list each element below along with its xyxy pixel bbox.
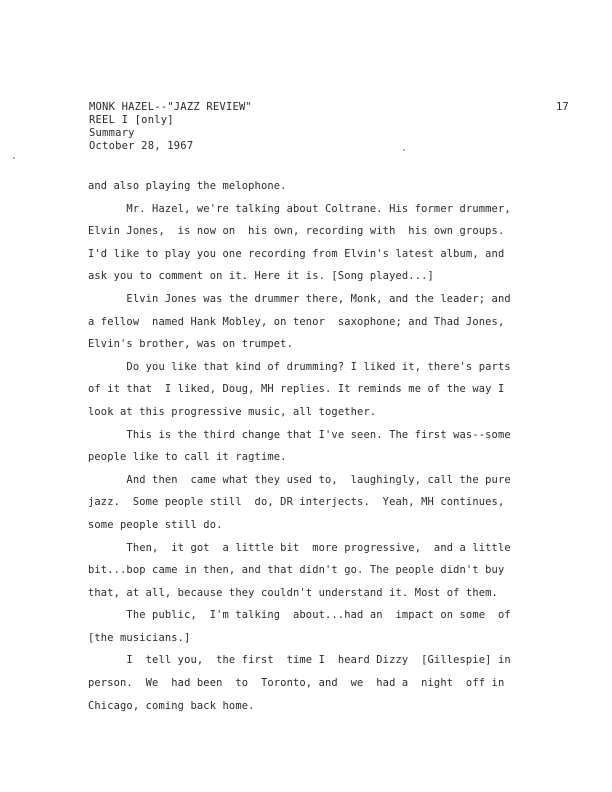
text-line: a fellow named Hank Mobley, on tenor saxophone; and Thad Jones, <box>88 315 505 328</box>
header-reel: REEL I [only] <box>89 114 174 126</box>
text-line: Then, it got a little bit more progressive, and a little <box>88 541 511 554</box>
text-line: bit...bop came in then, and that didn't go. The people didn't buy <box>88 564 505 577</box>
text-line: [the musicians.] <box>88 631 191 644</box>
text-line: Elvin Jones, is now on his own, recording with his own groups. <box>88 225 505 238</box>
body-text <box>88 175 560 717</box>
text-line: of it that I liked, Doug, MH replies. It reminds me of the way I <box>88 383 505 396</box>
page-number: 17 <box>556 101 569 113</box>
text-line: Elvin Jones was the drummer there, Monk, and the leader; and <box>88 292 511 305</box>
text-line: look at this progressive music, all together. <box>88 405 377 418</box>
header-date: October 28, 1967 <box>89 140 194 152</box>
document-header <box>89 101 489 153</box>
text-line: Mr. Hazel, we're talking about Coltrane. His former drummer, <box>88 202 511 215</box>
text-line: and also playing the melophone. <box>88 180 287 192</box>
text-line: And then came what they used to, laughingly, call the pure <box>88 473 511 486</box>
text-line: I tell you, the first time I heard Dizzy [Gillespie] in <box>88 654 511 667</box>
header-title: MONK HAZEL--"JAZZ REVIEW" <box>89 101 253 113</box>
text-line: some people still do. <box>88 518 223 531</box>
text-line: Chicago, coming back home. <box>88 699 255 712</box>
text-line: Do you like that kind of drumming? I liked it, there's parts <box>88 360 511 373</box>
header-summary: Summary <box>89 127 135 139</box>
text-line: This is the third change that I've seen. The first was--some <box>88 428 511 441</box>
scan-speck <box>13 157 15 159</box>
text-line: I'd like to play you one recording from Elvin's latest album, and <box>88 247 505 260</box>
text-line: Elvin's brother, was on trumpet. <box>88 338 293 351</box>
text-line: jazz. Some people still do, DR interjects. Yeah, MH continues, <box>88 496 505 509</box>
text-line: people like to call it ragtime. <box>88 451 287 464</box>
text-line: that, at all, because they couldn't understand it. Most of them. <box>88 586 498 599</box>
text-line: ask you to comment on it. Here it is. [Song played...] <box>88 270 434 283</box>
text-line: person. We had been to Toronto, and we had a night off in <box>88 677 505 690</box>
text-line: The public, I'm talking about...had an impact on some of <box>88 609 511 622</box>
scan-speck <box>403 149 405 151</box>
